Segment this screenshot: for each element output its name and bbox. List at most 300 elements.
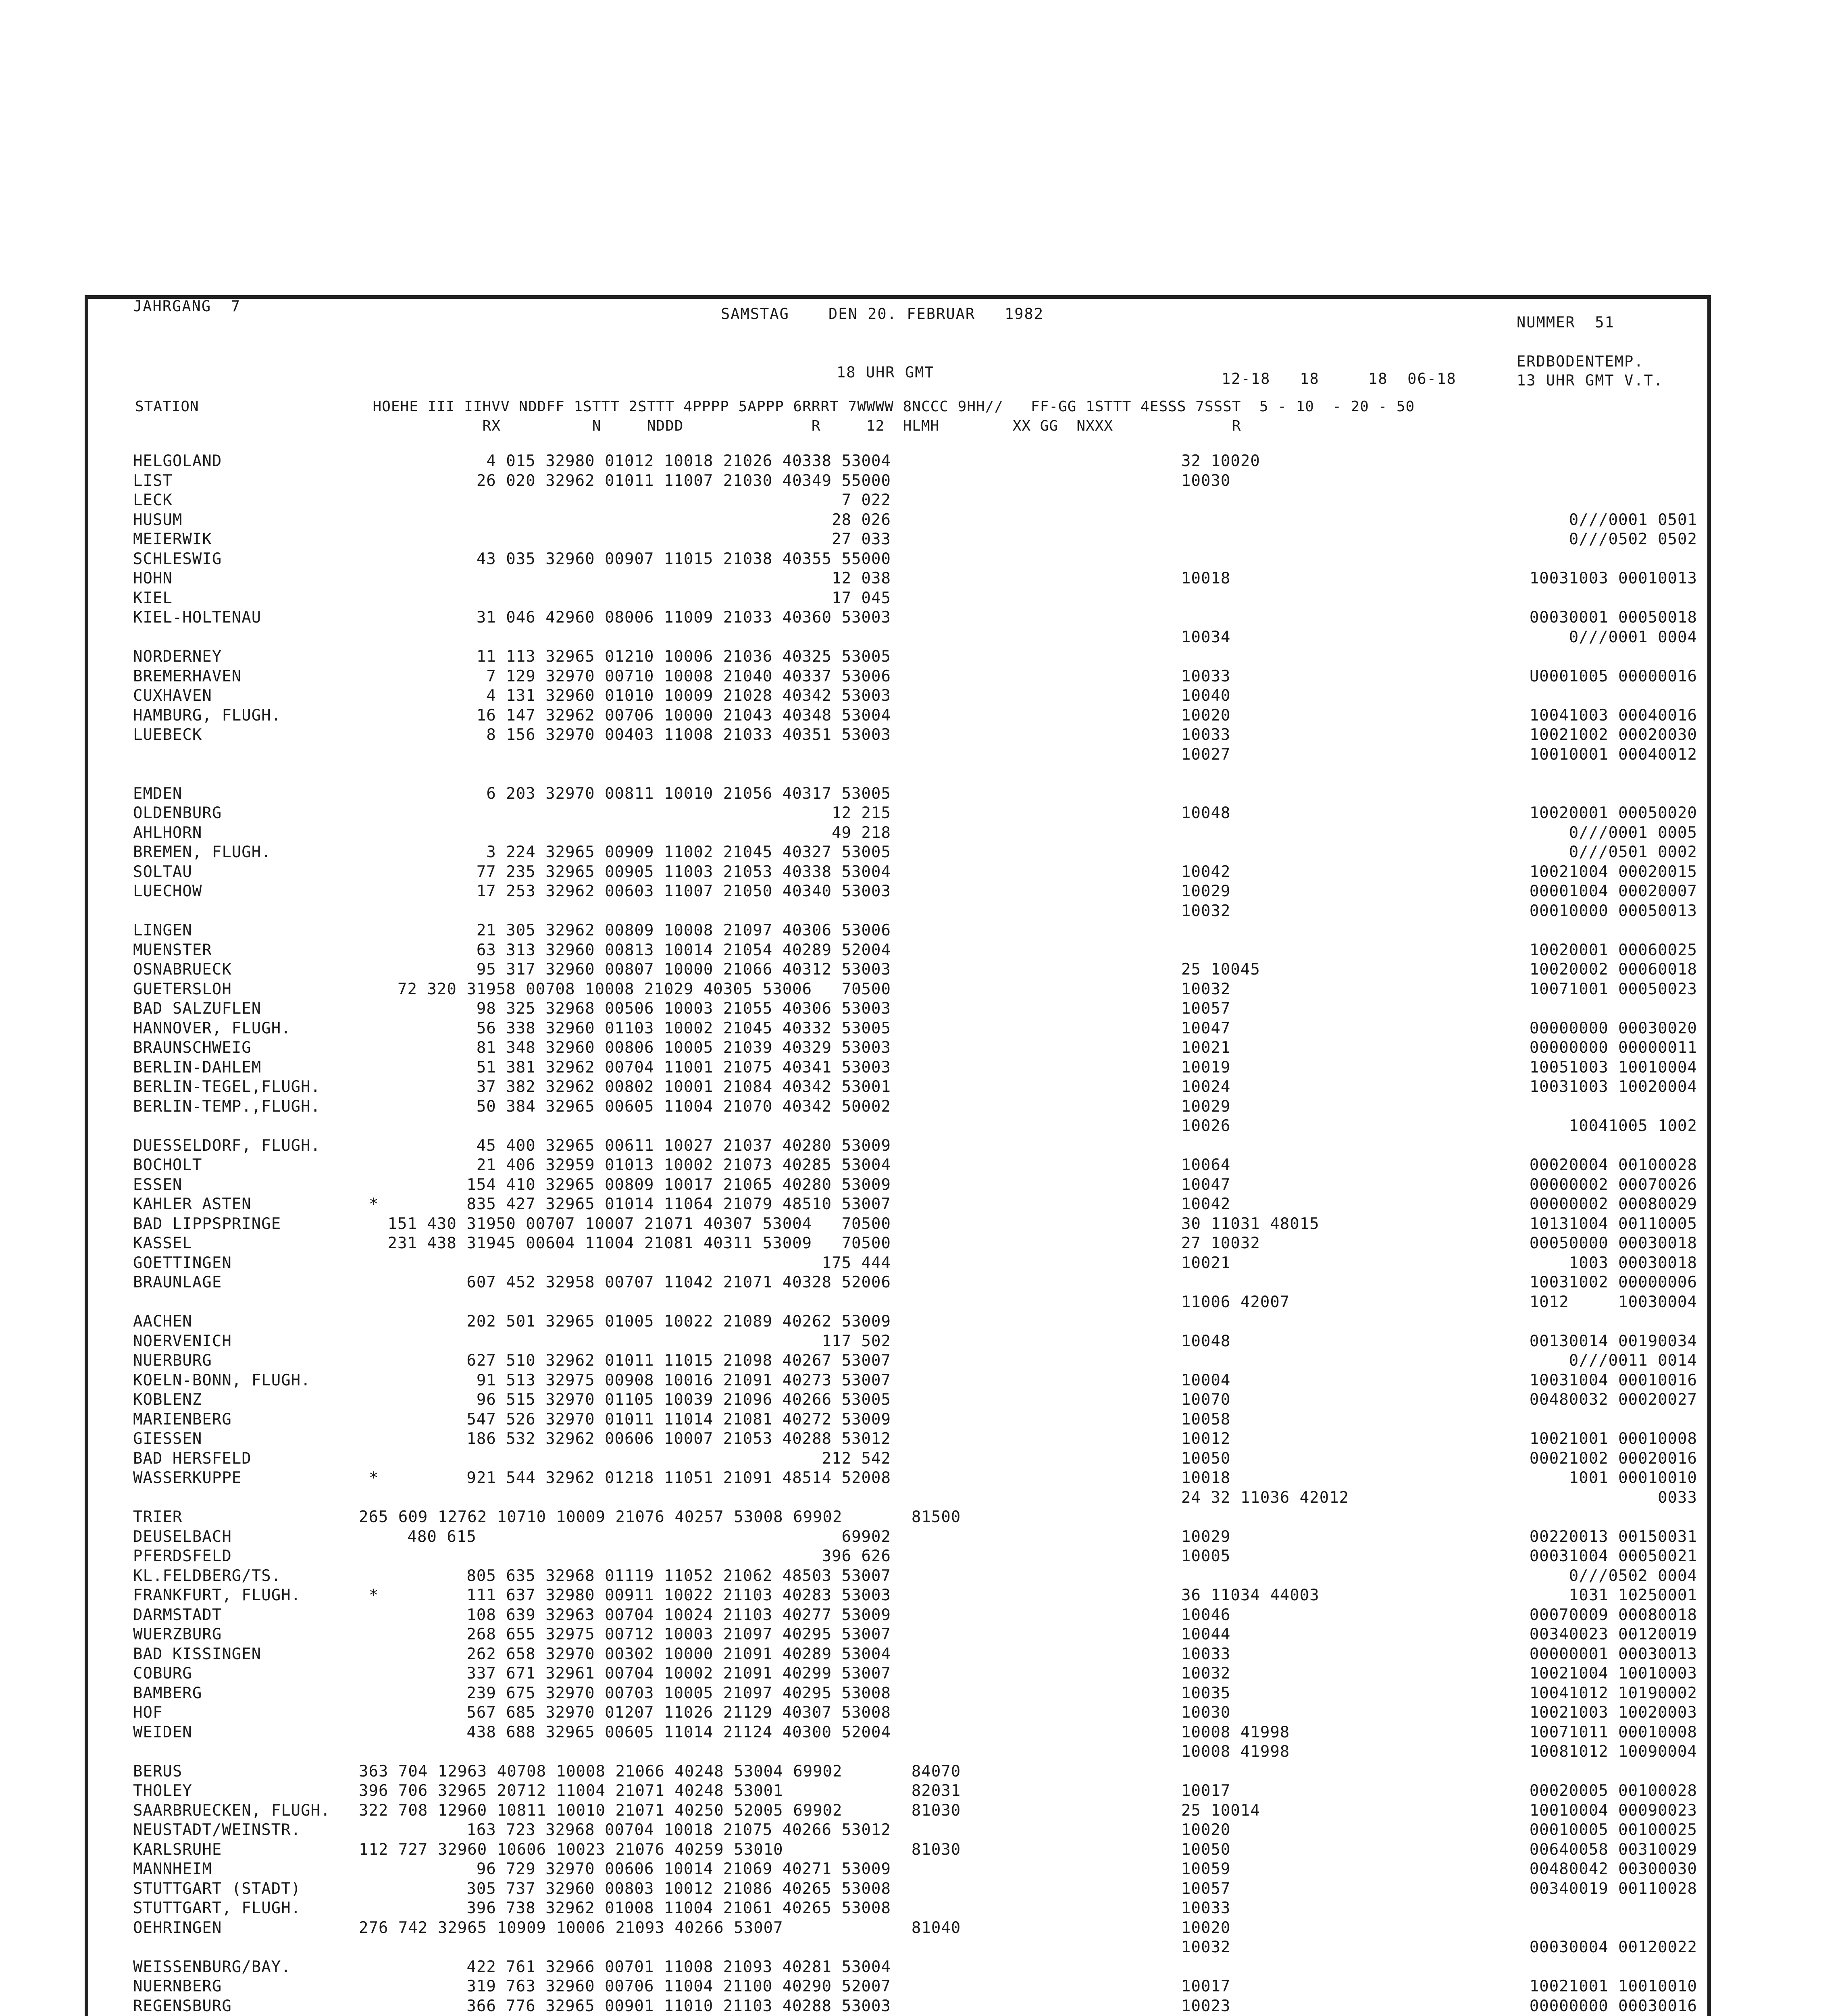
station-name: THOLEY [133,1782,192,1800]
table-row [133,902,1697,921]
table-row [133,1214,1697,1234]
station-name: HOF [133,1704,163,1722]
soil-temperature-data: 10031002 00000006 [1529,1273,1697,1291]
soil-temperature-data: 10010001 00040012 [1529,745,1697,764]
extremes-data: 10004 [1181,1371,1231,1389]
table-row [133,745,1697,765]
soil-temperature-data: 00000000 00000011 [1529,1039,1697,1057]
erdboden-time: 13 UHR GMT V.T. [1517,372,1664,389]
extremes-data: 10027 [1181,745,1231,764]
report-number: NUMMER 51 [1517,314,1615,331]
soil-temperature-data: 10041003 00040016 [1529,706,1697,725]
extremes-data: 10042 [1181,862,1231,881]
extremes-data: 10034 [1181,628,1231,646]
extremes-data: 10059 [1181,1860,1231,1878]
table-row [133,1527,1697,1547]
observation-data: 4 015 32980 01012 10018 21026 40338 53004 [486,452,891,470]
observation-data: 268 655 32975 00712 10003 21097 40295 53007 [466,1625,891,1643]
table-row [133,1664,1697,1684]
erdboden-title: ERDBODENTEMP. [1517,353,1644,370]
soil-temperature-data: 00480032 00020027 [1529,1391,1697,1409]
table-row [133,1156,1697,1175]
station-name: KASSEL [133,1234,192,1252]
observation-data: 117 502 [822,1332,891,1350]
station-name: BAD SALZUFLEN [133,1000,262,1018]
station-name: STUTTGART (STADT) [133,1879,301,1898]
soil-temperature-data: 10010004 00090023 [1529,1801,1697,1820]
extremes-data: 10033 [1181,1645,1231,1663]
table-row [133,1977,1697,1997]
table-row [133,1508,1697,1527]
soil-temperature-data: 0///0011 0014 [1569,1352,1697,1370]
table-row [133,1723,1697,1743]
observation-data: 95 317 32960 00807 10000 21066 40312 53003 [476,960,891,979]
table-row [133,980,1697,1000]
table-row [133,823,1697,843]
station-name: AHLHORN [133,823,202,842]
soil-temperature-data: 0///0502 0004 [1569,1566,1697,1585]
table-row [133,921,1697,941]
table-row [133,1742,1697,1762]
soil-temperature-data: 00340023 00120019 [1529,1625,1697,1643]
observation-data: 239 675 32970 00703 10005 21097 40295 53008 [466,1684,891,1702]
table-row [133,1351,1697,1371]
observation-data: 77 235 32965 00905 11003 21053 40338 53004 [476,862,891,881]
station-name: NUERNBERG [133,1977,222,1995]
extremes-data: 10070 [1181,1391,1231,1409]
table-row [133,999,1697,1019]
station-name: DEUSELBACH [133,1527,232,1546]
extremes-data: 10026 [1181,1117,1231,1135]
table-row [133,1625,1697,1645]
soil-temperature-data: U0001005 00000016 [1529,667,1697,685]
soil-temperature-data: 00000000 00030016 [1529,1997,1697,2015]
station-name: WEISSENBURG/BAY. [133,1958,291,1976]
extremes-data: 10024 [1181,1078,1231,1096]
observation-data: 422 761 32966 00701 11008 21093 40281 53004 [466,1958,891,1976]
extremes-data: 10057 [1181,1000,1231,1018]
station-name: BAD HERSFELD [133,1449,252,1468]
observation-data: 322 708 12960 10811 10010 21071 40250 52005 69902 81030 [359,1801,961,1820]
observation-data: 4 131 32960 01010 10009 21028 40342 53003 [486,687,891,705]
station-name: BERLIN-TEGEL,FLUGH. [133,1078,321,1096]
table-row [133,1097,1697,1117]
table-row [133,569,1697,589]
extremes-data: 10029 [1181,1527,1231,1546]
observation-data: 50 384 32965 00605 11004 21070 40342 50002 [476,1097,891,1116]
extremes-data: 10019 [1181,1058,1231,1077]
station-name: NORDERNEY [133,648,222,666]
table-row [133,1938,1697,1958]
station-table [133,452,1697,2016]
observation-data: 567 685 32970 01207 11026 21129 40307 53008 [466,1704,891,1722]
table-row [133,1019,1697,1039]
soil-temperature-data: 00000002 00070026 [1529,1175,1697,1194]
extremes-data: 11006 42007 [1181,1293,1290,1311]
soil-temperature-data: 10041012 10190002 [1529,1684,1697,1702]
observation-data: 154 410 32965 00809 10017 21065 40280 53009 [466,1175,891,1194]
station-name: DARMSTADT [133,1606,222,1624]
table-row [133,725,1697,745]
extremes-data: 10046 [1181,1606,1231,1624]
station-name: MUENSTER [133,941,212,959]
table-row [133,1038,1697,1058]
table-row [133,1820,1697,1840]
observation-data: 438 688 32965 00605 11014 21124 40300 52004 [466,1723,891,1741]
station-name: BERUS [133,1762,183,1781]
table-row [133,843,1697,862]
observation-data: 627 510 32962 01011 11015 21098 40267 53007 [466,1352,891,1370]
table-row [133,647,1697,667]
observation-data: 396 706 32965 20712 11004 21071 40248 53001 82031 [359,1782,961,1800]
observation-data: 8 156 32970 00403 11008 21033 40351 53003 [486,726,891,744]
soil-temperature-data: 10020001 00060025 [1529,941,1697,959]
extremes-data: 10050 [1181,1840,1231,1859]
observation-data: 81 348 32960 00806 10005 21039 40329 53003 [476,1039,891,1057]
soil-temperature-data: 00001004 00020007 [1529,882,1697,900]
table-row [133,1684,1697,1704]
station-name: BRAUNLAGE [133,1273,222,1291]
observation-data: 363 704 12963 40708 10008 21066 40248 53004 69902 84070 [359,1762,961,1781]
observation-data: 276 742 32965 10909 10006 21093 40266 53007 81040 [359,1918,961,1937]
extremes-data: 24 32 11036 42012 [1181,1488,1349,1507]
station-name: BREMEN, FLUGH. [133,843,271,861]
table-row [133,1116,1697,1136]
observation-data: 396 738 32962 01008 11004 21061 40265 53008 [466,1899,891,1917]
soil-temperature-data: 00020005 00100028 [1529,1782,1697,1800]
extremes-data: 10033 [1181,1899,1231,1917]
soil-temperature-data: 10031003 10020004 [1529,1078,1697,1096]
table-row [133,862,1697,882]
soil-temperature-data: 00640058 00310029 [1529,1840,1697,1859]
soil-temperature-data: 10021004 10010003 [1529,1664,1697,1683]
station-name: BAD KISSINGEN [133,1645,262,1663]
soil-temperature-data: 00050000 00030018 [1529,1234,1697,1252]
table-row [133,1332,1697,1352]
soil-temperature-data: 10020002 00060018 [1529,960,1697,979]
extremes-data: 10047 [1181,1175,1231,1194]
extremes-data: 10042 [1181,1195,1231,1213]
column-header-line1: STATION HOEHE III IIHVV NDDFF 1STTT 2STTT 4PPPP 5APPP 6RRRT 7WWWW 8NCCC 9HH// FF-GG 1STTT 4ESSS 7SSST 5 - 10 - 20 - 50 [135,398,1415,415]
table-row [133,1468,1697,1488]
station-name: MANNHEIM [133,1860,212,1878]
observation-data: 265 609 12762 10710 10009 21076 40257 53008 69902 81500 [359,1508,961,1526]
station-name: KIEL-HOLTENAU [133,608,262,627]
soil-temperature-data: 10021004 00020015 [1529,862,1697,881]
extremes-data: 10020 [1181,1918,1231,1937]
extremes-data: 10029 [1181,1097,1231,1116]
extremes-data: 10005 [1181,1547,1231,1565]
soil-temperature-data: 0///0001 0501 [1569,510,1697,529]
soil-temperature-data: 00220013 00150031 [1529,1527,1697,1546]
table-row [133,686,1697,706]
soil-temperature-data: 00130014 00190034 [1529,1332,1697,1350]
table-row [133,510,1697,530]
table-row [133,1801,1697,1821]
extremes-data: 10020 [1181,1821,1231,1839]
extremes-data: 10032 [1181,980,1231,998]
soil-temperature-data: 10071001 00050023 [1529,980,1697,998]
extremes-data: 10032 [1181,1664,1231,1683]
station-name: LIST [133,471,173,490]
soil-temperature-data: 00000000 00030020 [1529,1019,1697,1037]
table-row [133,1566,1697,1586]
table-row [133,1958,1697,1977]
station-name: TRIER [133,1508,183,1526]
station-name: SOLTAU [133,862,192,881]
station-name: MARIENBERG [133,1410,232,1429]
station-name: BAMBERG [133,1684,202,1702]
station-name: LUEBECK [133,726,202,744]
observation-data: 547 526 32970 01011 11014 21081 40272 53009 [466,1410,891,1429]
observation-data: 98 325 32968 00506 10003 21055 40306 53003 [476,1000,891,1018]
extremes-data: 25 10045 [1181,960,1260,979]
observation-data: 63 313 32960 00813 10014 21054 40289 52004 [476,941,891,959]
table-row [133,1547,1697,1566]
observation-data: 17 045 [832,589,891,607]
extremes-data: 10058 [1181,1410,1231,1429]
table-row [133,667,1697,687]
soil-temperature-data: 0///0502 0502 [1569,530,1697,548]
table-row [133,1077,1697,1097]
station-name: DUESSELDORF, FLUGH. [133,1136,321,1155]
station-name: KOELN-BONN, FLUGH. [133,1371,311,1389]
table-row [133,1918,1697,1938]
extremes-data: 10008 41998 [1181,1723,1290,1741]
observation-data: 480 615 69902 [407,1527,891,1546]
soil-temperature-data: 10081012 10090004 [1529,1743,1697,1761]
soil-temperature-data: 10031003 00010013 [1529,569,1697,587]
table-row [133,1429,1697,1449]
station-name: HOHN [133,569,173,587]
observation-data: 337 671 32961 00704 10002 21091 40299 53007 [466,1664,891,1683]
observation-data: 7 022 [841,491,891,509]
observation-data: 27 033 [832,530,891,548]
jahrgang: JAHRGANG 7 [133,298,241,315]
station-name: KL.FELDBERG/TS. [133,1566,281,1585]
station-name: WASSERKUPPE [133,1469,242,1487]
table-row [133,1390,1697,1410]
observation-data: 26 020 32962 01011 11007 21030 40349 55000 [476,471,891,490]
station-name: LECK [133,491,173,509]
extremes-data: 10017 [1181,1782,1231,1800]
soil-temperature-data: 0///0001 0004 [1569,628,1697,646]
soil-temperature-data: 00031004 00050021 [1529,1547,1697,1565]
table-row [133,452,1697,471]
mountain-station-marker: * [369,1586,379,1604]
soil-temperature-data: 00000002 00080029 [1529,1195,1697,1213]
station-name: LUECHOW [133,882,202,900]
observation-data: 31 046 42960 08006 11009 21033 40360 53003 [476,608,891,627]
station-name: NEUSTADT/WEINSTR. [133,1821,301,1839]
extremes-data: 10030 [1181,1704,1231,1722]
table-row [133,1586,1697,1606]
observation-data: 12 038 [832,569,891,587]
soil-temperature-data: 1003 00030018 [1569,1254,1697,1272]
soil-temperature-data: 1031 10250001 [1569,1586,1697,1604]
extremes-data: 10047 [1181,1019,1231,1037]
station-name: CUXHAVEN [133,687,212,705]
table-row [133,1840,1697,1860]
soil-temperature-data: 10021003 10020003 [1529,1704,1697,1722]
observation-data: 111 637 32980 00911 10022 21103 40283 53003 [466,1586,891,1604]
soil-temperature-data: 00020004 00100028 [1529,1156,1697,1174]
observation-data: 108 639 32963 00704 10024 21103 40277 53009 [466,1606,891,1624]
extremes-data: 10033 [1181,726,1231,744]
soil-temperature-data: 00070009 00080018 [1529,1606,1697,1624]
station-name: HAMBURG, FLUGH. [133,706,281,725]
station-name: COBURG [133,1664,192,1683]
table-row [133,1293,1697,1312]
table-row [133,1195,1697,1214]
soil-temperature-data: 10021001 00010008 [1529,1430,1697,1448]
station-name: BREMERHAVEN [133,667,242,685]
table-row [133,1449,1697,1469]
station-name: BOCHOLT [133,1156,202,1174]
soil-temperature-data: 10021001 10010010 [1529,1977,1697,1995]
observation-data: 163 723 32968 00704 10018 21075 40266 53012 [466,1821,891,1839]
soil-temperature-data: 00000001 00030013 [1529,1645,1697,1663]
extremes-data: 10033 [1181,667,1231,685]
table-row [133,1860,1697,1879]
extremes-data: 10040 [1181,687,1231,705]
table-row [133,491,1697,510]
station-name: PFERDSFELD [133,1547,232,1565]
station-name: BAD LIPPSPRINGE [133,1214,281,1233]
extremes-data: 10050 [1181,1449,1231,1468]
extremes-data: 10018 [1181,569,1231,587]
table-row [133,1410,1697,1430]
table-row [133,764,1697,784]
observation-data: 202 501 32965 01005 10022 21089 40262 53009 [466,1312,891,1331]
station-name: ESSEN [133,1175,183,1194]
station-name: GUETERSLOH [133,980,232,998]
table-row [133,1879,1697,1899]
station-name: BERLIN-DAHLEM [133,1058,262,1077]
table-row [133,1312,1697,1332]
observation-data: 72 320 31958 00708 10008 21029 40305 53006 70500 [398,980,891,998]
table-row [133,589,1697,608]
observation-data: 921 544 32962 01218 11051 21091 48514 52008 [466,1469,891,1487]
table-row [133,941,1697,960]
observation-data: 186 532 32962 00606 10007 21053 40288 53012 [466,1430,891,1448]
station-name: MEIERWIK [133,530,212,548]
station-name: OEHRINGEN [133,1918,222,1937]
observation-data: 51 381 32962 00704 11001 21075 40341 53003 [476,1058,891,1077]
table-row [133,1781,1697,1801]
table-row [133,1058,1697,1078]
observation-data: 11 113 32965 01210 10006 21036 40325 53005 [476,648,891,666]
mountain-station-marker: * [369,1469,379,1487]
station-name: SAARBRUECKEN, FLUGH. [133,1801,331,1820]
observation-data: 231 438 31945 00604 11004 21081 40311 53009 70500 [387,1234,891,1252]
soil-temperature-data: 10031004 00010016 [1529,1371,1697,1389]
soil-temperature-data: 00030004 00120022 [1529,1938,1697,1956]
soil-temperature-data: 0033 [1658,1488,1697,1507]
extremes-data: 10008 41998 [1181,1743,1290,1761]
station-name: KARLSRUHE [133,1840,222,1859]
extremes-data: 10023 [1181,1997,1231,2015]
station-name: HELGOLAND [133,452,222,470]
observation-data: 37 382 32962 00802 10001 21084 40342 53001 [476,1078,891,1096]
soil-temperature-data: 0///0501 0002 [1569,843,1697,861]
station-name: BERLIN-TEMP.,FLUGH. [133,1097,321,1116]
observation-data: 45 400 32965 00611 10027 21037 40280 53009 [476,1136,891,1155]
soil-temperature-data: 10071011 00010008 [1529,1723,1697,1741]
extremes-data: 10032 [1181,1938,1231,1956]
extremes-data: 10029 [1181,882,1231,900]
observation-data: 151 430 31950 00707 10007 21071 40307 53004 70500 [387,1214,891,1233]
station-name: GIESSEN [133,1430,202,1448]
table-row [133,1703,1697,1723]
station-name: KAHLER ASTEN [133,1195,252,1213]
table-row [133,882,1697,902]
extremes-data: 10057 [1181,1879,1231,1898]
observation-data: 112 727 32960 10606 10023 21076 40259 53010 81030 [359,1840,961,1859]
station-name: NUERBURG [133,1352,212,1370]
observation-data: 16 147 32962 00706 10000 21043 40348 53004 [476,706,891,725]
station-name: LINGEN [133,921,192,939]
extremes-data: 10020 [1181,706,1231,725]
extremes-data: 10018 [1181,1469,1231,1487]
table-row [133,1762,1697,1782]
table-row [133,1175,1697,1195]
extremes-data: 30 11031 48015 [1181,1214,1320,1233]
extremes-data: 10017 [1181,1977,1231,1995]
observation-data: 835 427 32965 01014 11064 21079 48510 53007 [466,1195,891,1213]
observation-data: 262 658 32970 00302 10000 21091 40289 53004 [466,1645,891,1663]
observation-data: 91 513 32975 00908 10016 21091 40273 53007 [476,1371,891,1389]
observation-data: 21 406 32959 01013 10002 21073 40285 53004 [476,1156,891,1174]
soil-temperature-data: 0///0001 0005 [1569,823,1697,842]
table-row [133,1254,1697,1273]
table-row [133,1136,1697,1156]
extremes-data: 10035 [1181,1684,1231,1702]
observation-data: 212 542 [822,1449,891,1468]
soil-temperature-data: 10021002 00020030 [1529,726,1697,744]
soil-temperature-data: 10041005 1002 [1569,1117,1697,1135]
observation-data: 21 305 32962 00809 10008 21097 40306 53006 [476,921,891,939]
soil-temperature-data: 10131004 00110005 [1529,1214,1697,1233]
table-row [133,784,1697,804]
table-row [133,1488,1697,1508]
station-name: GOETTINGEN [133,1254,232,1272]
observation-data: 396 626 [822,1547,891,1565]
soil-temperature-data: 00340019 00110028 [1529,1879,1697,1898]
observation-data: 43 035 32960 00907 11015 21038 40355 55000 [476,550,891,568]
table-row [133,1234,1697,1254]
extremes-data: 10064 [1181,1156,1231,1174]
observation-data: 366 776 32965 00901 11010 21103 40288 53003 [466,1997,891,2015]
observation-data: 3 224 32965 00909 11002 21045 40327 53005 [486,843,891,861]
table-row [133,804,1697,823]
observation-data: 319 763 32960 00706 11004 21100 40290 52007 [466,1977,891,1995]
observation-data: 12 215 [832,804,891,822]
table-row [133,1899,1697,1918]
soil-temperature-data: 00021002 00020016 [1529,1449,1697,1468]
table-row [133,550,1697,569]
observation-data: 56 338 32960 01103 10002 21045 40332 53005 [476,1019,891,1037]
station-name: HANNOVER, FLUGH. [133,1019,291,1037]
table-row [133,1606,1697,1625]
table-row [133,1273,1697,1293]
soil-temperature-data: 1012 10030004 [1529,1293,1697,1311]
soil-temperature-data: 10051003 10010004 [1529,1058,1697,1077]
table-row [133,960,1697,980]
mountain-station-marker: * [369,1195,379,1213]
soil-temperature-data: 1001 00010010 [1569,1469,1697,1487]
station-name: FRANKFURT, FLUGH. [133,1586,301,1604]
